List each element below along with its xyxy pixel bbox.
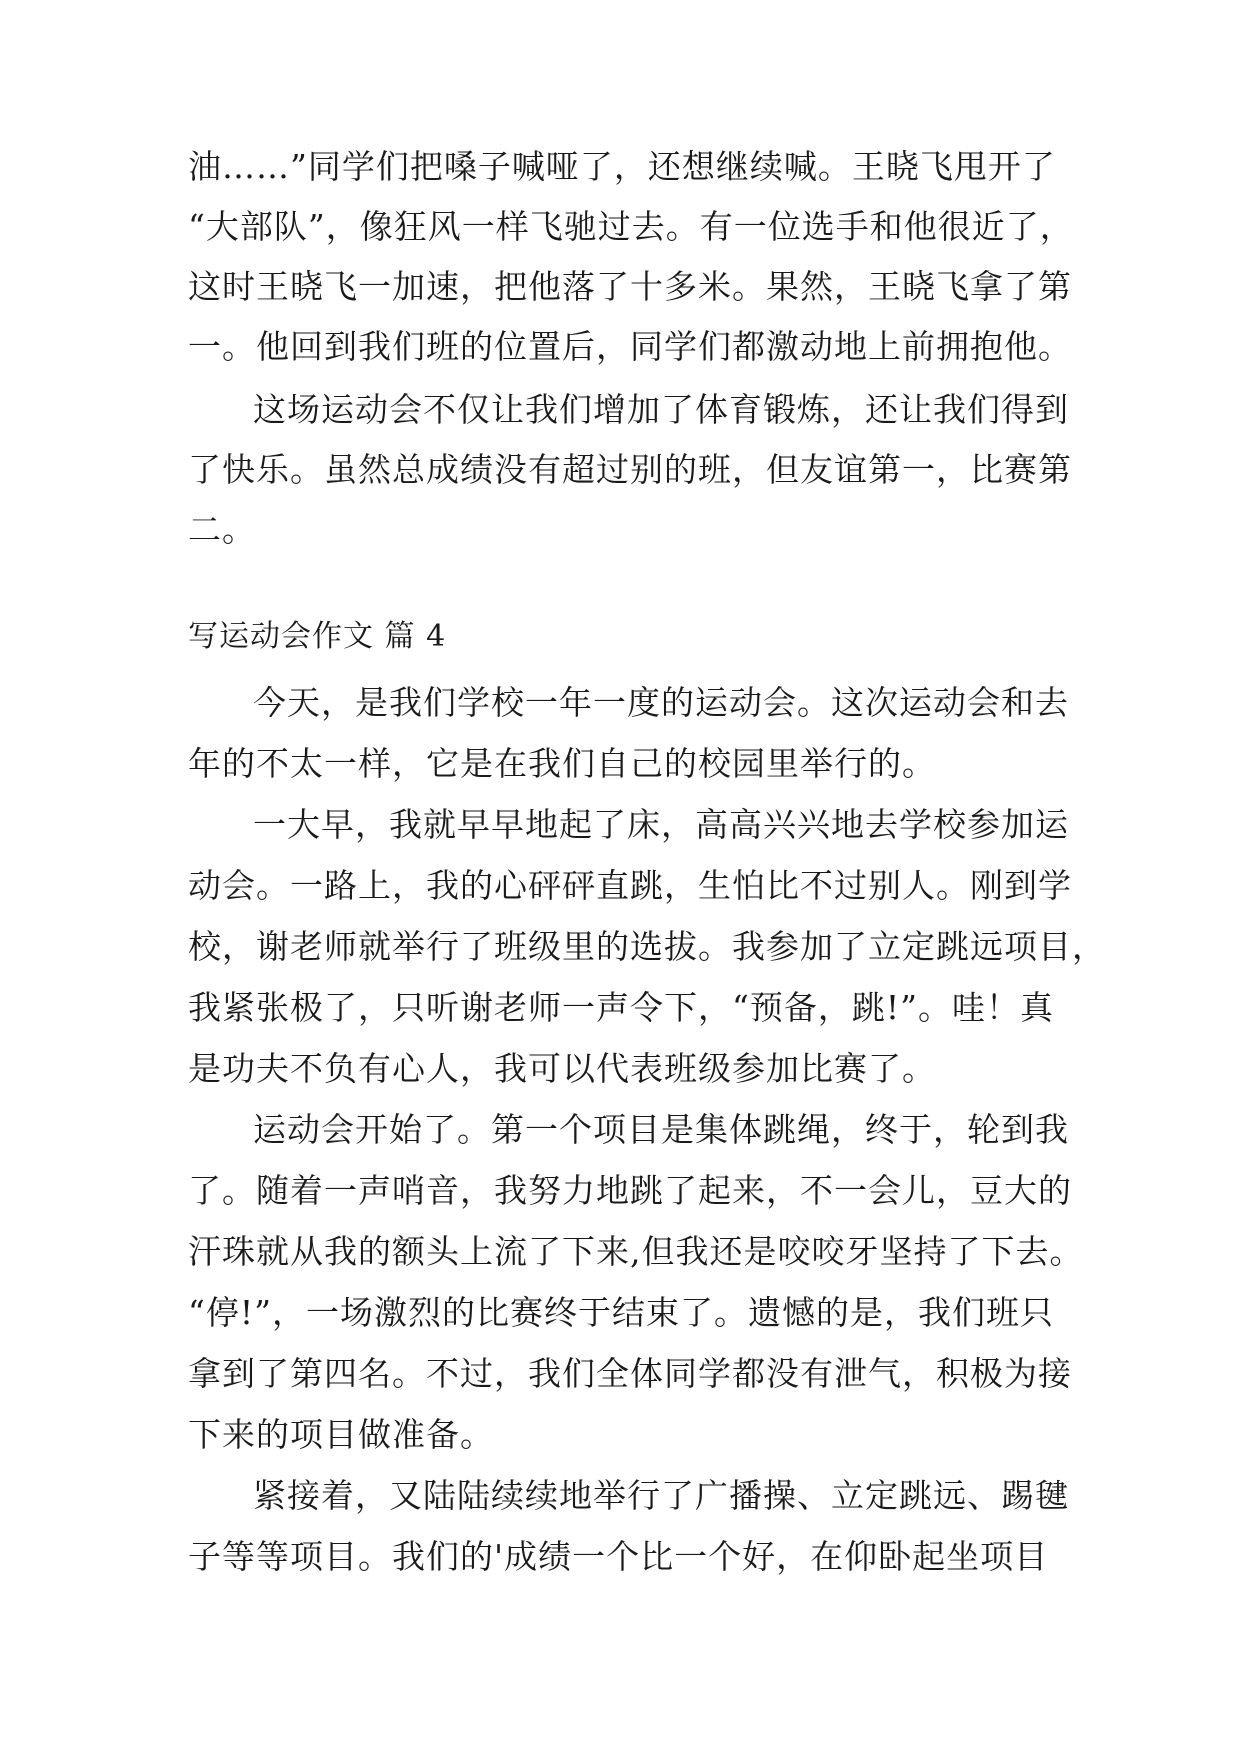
- text-line: 拿到了第四名。不过，我们全体同学都没有泄气，积极为接: [188, 1354, 1072, 1393]
- text-line: 年的不太一样，它是在我们自己的校园里举行的。: [188, 744, 936, 783]
- text-line: “停!”，一场激烈的比赛终于结束了。遗憾的是，我们班只: [188, 1293, 1055, 1332]
- text-line: 了快乐。虽然总成绩没有超过别的班，但友谊第一，比赛第: [188, 450, 1072, 489]
- text-line: 动会。一路上，我的心砰砰直跳，生怕比不过别人。刚到学: [188, 866, 1072, 905]
- text-line: “大部队”，像狂风一样飞驰过去。有一位选手和他很近了，: [188, 207, 1074, 246]
- text-line: 是功夫不负有心人，我可以代表班级参加比赛了。: [188, 1049, 936, 1088]
- text-line: 子等等项目。我们的'成绩一个比一个好，在仰卧起坐项目: [188, 1537, 1049, 1576]
- section-title: 写运动会作文 篇 4: [188, 619, 447, 654]
- paragraph-first-line: 运动会开始了。第一个项目是集体跳绳，终于，轮到我: [253, 1110, 1069, 1149]
- text-line: 这时王晓飞一加速，把他落了十多米。果然，王晓飞拿了第: [188, 267, 1072, 306]
- text-line: 我紧张极了，只听谢老师一声令下，“预备，跳!”。哇！真: [188, 988, 1055, 1027]
- text-line: 油……”同学们把嗓子喊哑了，还想继续喊。王晓飞甩开了: [188, 147, 1056, 186]
- text-line: 二。: [188, 510, 256, 549]
- text-line: 了。随着一声哨音，我努力地跳了起来，不一会儿，豆大的: [188, 1171, 1072, 1210]
- paragraph-first-line: 紧接着，又陆陆续续地举行了广播操、立定跳远、踢毽: [253, 1476, 1069, 1515]
- text-line: 一。他回到我们班的位置后，同学们都激动地上前拥抱他。: [188, 327, 1072, 366]
- text-line: 汗珠就从我的额头上流了下来,但我还是咬咬牙坚持了下去。: [188, 1232, 1084, 1271]
- text-line: 校，谢老师就举行了班级里的选拔。我参加了立定跳远项目，: [188, 927, 1106, 966]
- paragraph-first-line: 这场运动会不仅让我们增加了体育锻炼，还让我们得到: [253, 390, 1069, 429]
- paragraph-first-line: 今天，是我们学校一年一度的运动会。这次运动会和去: [253, 683, 1069, 722]
- paragraph-first-line: 一大早，我就早早地起了床，高高兴兴地去学校参加运: [253, 805, 1069, 844]
- text-line: 下来的项目做准备。: [188, 1415, 494, 1454]
